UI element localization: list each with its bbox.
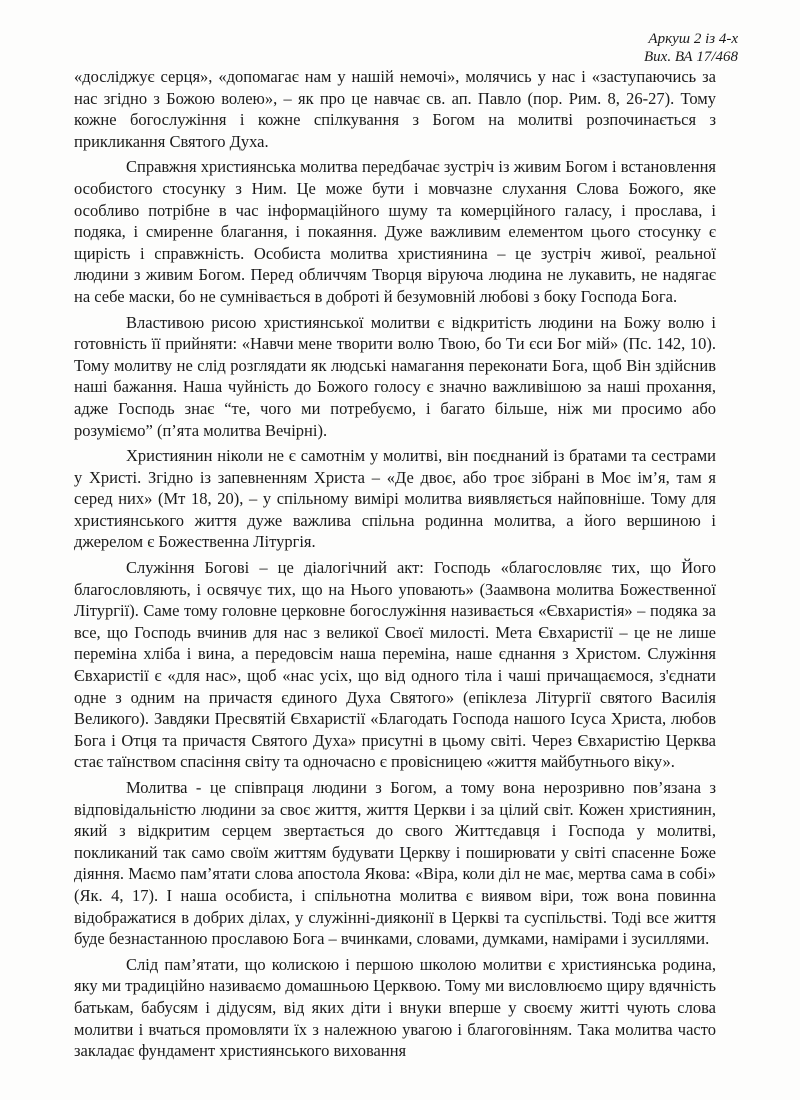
paragraph: Слід пам’ятати, що колискою і першою школою молитви є християнська родина, яку ми традиційно називаємо домашньою Церквою. Тому ми висловлюємо щиру вдячність батькам, бабусям і дідусям, від яких діти і внуки вперше у своєму житті чують слова молитви і вчаться промовляти їх з належною увагою і благоговінням. Така молитва часто закладає фундамент християнського виховання	[74, 954, 716, 1061]
document-body	[74, 66, 716, 1066]
sheet-number: Аркуш 2 із 4-х	[648, 31, 738, 47]
paragraph: Молитва - це співпраця людини з Богом, а тому вона нерозривно пов’язана з відповідальністю людини за своє життя, життя Церкви і за цілий світ. Кожен християнин, який з відкритим серцем звертається до свого Життєдавця і Господа у молитві, покликаний так само своїм життям будувати Церкву і поширювати у світі спасенне Боже діяння. Маємо пам’ятати слова апостола Якова: «Віра, коли діл не має, мертва сама в собі» (Як. 4, 17). І наша особиста, і спільнотна молитва є виявом віри, тож вона повинна відображатися в добрих ділах, у служінні-дияконії в Церкві та суспільстві. Тоді все життя буде безнастанною прославою Бога – вчинками, словами, думками, намірами і зусиллями.	[74, 778, 716, 949]
paragraph: Справжня християнська молитва передбачає зустріч із живим Богом і встановлення особистого стосунку з Ним. Це може бути і мовчазне слухання Слова Божого, яке особливо потрібне в час інформаційного шуму та комерційного галасу, і прослава, і подяка, і смиренне благання, і покаяння. Дуже важливим елементом цього стосунку є щирість і справжність. Особиста молитва християнина – це зустріч живої, реальної людини з живим Богом. Перед обличчям Творця віруюча людина не лукавить, не надягає на себе маски, бо не сумнівається в доброті й безумовній любові з боку Господа Бога.	[74, 157, 716, 306]
outgoing-reference: Вих. ВА 17/468	[644, 49, 738, 65]
page-header	[644, 30, 738, 66]
paragraph: Властивою рисою християнської молитви є відкритість людини на Божу волю і готовність її прийняти: «Навчи мене творити волю Твою, бо Ти єси Бог мій» (Пс. 142, 10). Тому молитву не слід розглядати як людські намагання переконати Бога, щоб Він здійснив наші бажання. Наша чуйність до Божого голосу є значно важливішою за наші прохання, адже Господь знає “те, чого ми потребуємо, і багато більше, ніж ми просимо або розуміємо” (п’ята молитва Вечірні).	[74, 312, 716, 440]
paragraph: «досліджує серця», «допомагає нам у нашій немочі», молячись у нас і «заступаючись за нас згідно з Божою волею», – як про це навчає св. ап. Павло (пор. Рим. 8, 26-27). Тому кожне богослужіння і кожне спілкування з Богом на молитві розпочинається з прикликання Святого Духа.	[74, 67, 716, 151]
paragraph: Християнин ніколи не є самотнім у молитві, він поєднаний із братами та сестрами у Христі. Згідно із запевненням Христа – «Де двоє, або троє зібрані в Моє ім’я, там я серед них» (Мт 18, 20), – у спільному вимірі молитва виявляється найповніше. Тому для християнського життя дуже важлива спільна родинна молитва, а його вершиною і джерелом є Божественна Літургія.	[74, 446, 716, 552]
paragraph: Служіння Богові – це діалогічний акт: Господь «благословляє тих, що Його благословляють, і освячує тих, що на Нього уповають» (Заамвона молитва Божественної Літургії). Саме тому головне церковне богослужіння називається «Євхаристія» – подяка за все, що Господь вчинив для нас з великої Своєї милості. Мета Євхаристії – це не лише переміна хліба і вина, а передовсім наша переміна, наше єднання з Христом. Служіння Євхаристії є «для нас», щоб «нас усіх, що від одного тіла і чаші причащаємося, з'єднати одне з одним на причастя єдиного Духа Святого» (епіклеза Літургії святого Василія Великого). Завдяки Пресвятій Євхаристії «Благодать Господа нашого Ісуса Христа, любов Бога і Отця та причастя Святого Духа» присутні в цьому світі. Через Євхаристію Церква стає таїнством спасіння світу та одночасно є провісницею «життя майбутнього віку».	[74, 558, 716, 772]
